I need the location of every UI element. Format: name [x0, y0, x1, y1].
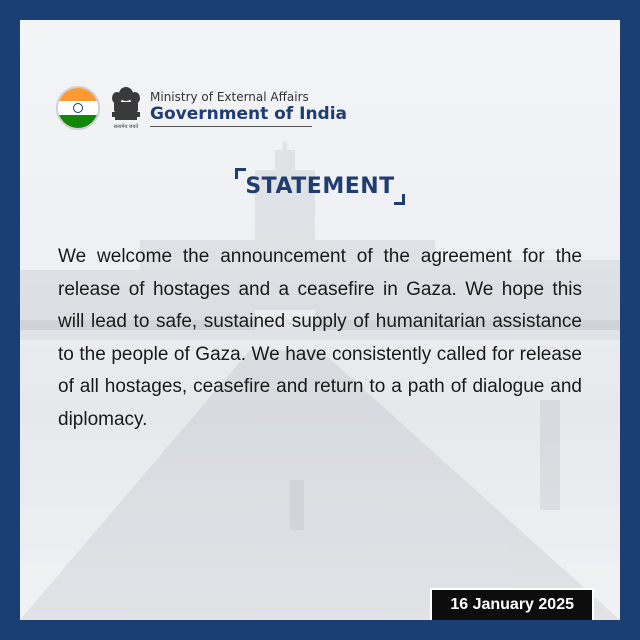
ministry-name: Ministry of External Affairs [150, 89, 309, 104]
ministry-name-block [150, 90, 347, 127]
date-badge: 16 January 2025 [430, 588, 594, 620]
government-name: Government of India [150, 103, 348, 124]
statement-title-wrap [20, 170, 620, 203]
indian-flag-icon [56, 86, 100, 130]
ministry-header [56, 84, 347, 132]
statement-title-text: STATEMENT [245, 174, 395, 199]
emblem-motto: सत्यमेव जयते [113, 124, 139, 130]
state-emblem-icon [108, 84, 144, 132]
header-divider [150, 126, 312, 127]
statement-title [239, 170, 400, 203]
title-corner-bottom-right [394, 194, 405, 205]
title-corner-top-left [235, 168, 246, 179]
statement-body: We welcome the announcement of the agreement for the release of hostages and a ceasefire in Gaza. We hope this will lead to safe, sustained supply of humanitarian assistance to the people of Gaza. We have consistently called for release of all hostages, ceasefire and return to a path of dialogue and diplomacy. [58, 246, 582, 430]
statement-card [20, 20, 620, 620]
